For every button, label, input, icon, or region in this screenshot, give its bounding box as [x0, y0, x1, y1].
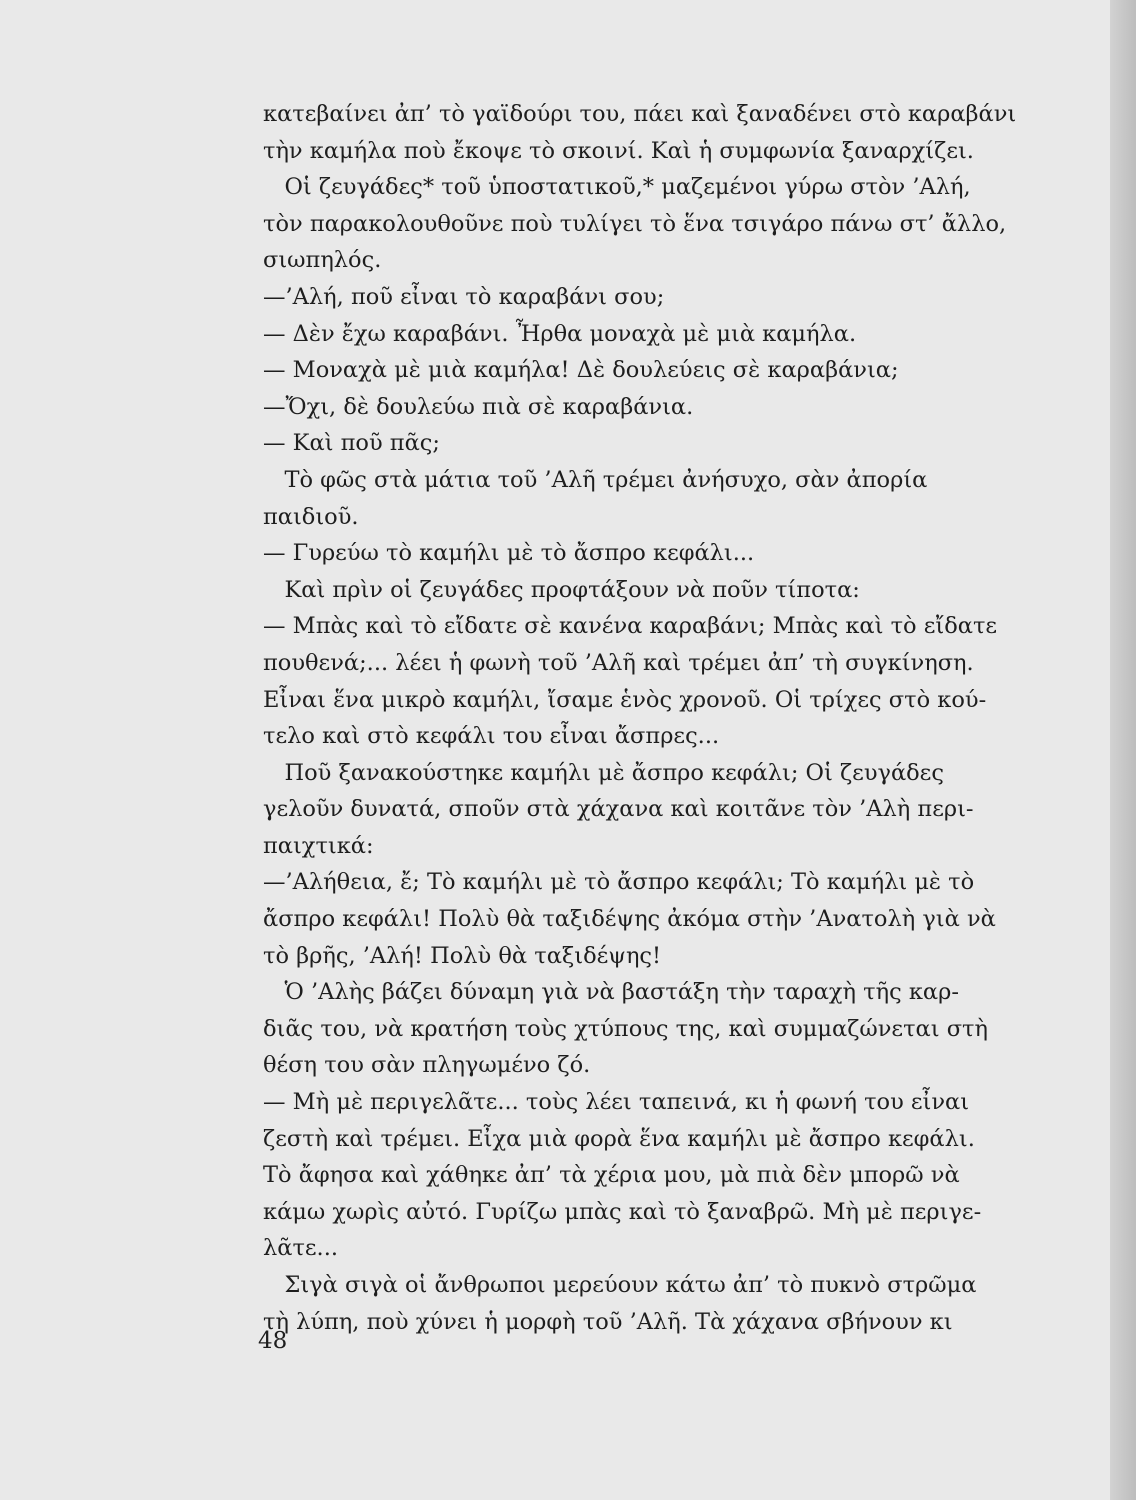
text-line: —’Αλήθεια, ἔ; Τὸ καμήλι μὲ τὸ ἄσπρο κεφάλι; Τὸ καμήλι μὲ τὸ	[263, 869, 975, 896]
text-line: σιωπηλός.	[263, 247, 382, 274]
book-spine-shadow	[1110, 0, 1136, 1500]
text-block	[263, 96, 1033, 1340]
text-line: γελοῦν δυνατά, σποῦν στὰ χάχανα καὶ κοιτᾶνε τὸν ’Αλὴ περι-	[263, 796, 974, 823]
page-number: 48	[258, 1328, 288, 1354]
text-line: κάμω χωρὶς αὐτό. Γυρίζω μπὰς καὶ τὸ ξαναβρῶ. Μὴ μὲ περιγε-	[263, 1198, 982, 1225]
text-line: Εἶναι ἕνα μικρὸ καμήλι, ἴσαμε ἑνὸς χρονοῦ. Οἱ τρίχες στὸ κού-	[263, 686, 987, 713]
text-line: Ὁ ’Αλὴς βάζει δύναμη γιὰ νὰ βαστάξη τὴν ταραχὴ τῆς καρ-	[263, 979, 959, 1006]
text-line: — Δὲν ἔχω καραβάνι. Ἦρθα μοναχὰ μὲ μιὰ καμήλα.	[263, 320, 857, 347]
text-line: παιχτικά:	[263, 832, 374, 859]
text-line: τὸν παρακολουθοῦνε ποὺ τυλίγει τὸ ἕνα τσιγάρο πάνω στ’ ἄλλο,	[263, 210, 1007, 237]
text-line: ἄσπρο κεφάλι! Πολὺ θὰ ταξιδέψης ἀκόμα στὴν ’Ανατολὴ γιὰ νὰ	[263, 906, 996, 933]
text-line: — Μοναχὰ μὲ μιὰ καμήλα! Δὲ δουλεύεις σὲ καραβάνια;	[263, 357, 899, 384]
text-line: ζεστὴ καὶ τρέμει. Εἶχα μιὰ φορὰ ἕνα καμήλι μὲ ἄσπρο κεφάλι.	[263, 1125, 975, 1152]
text-line: τὸ βρῆς, ’Αλή! Πολὺ θὰ ταξιδέψης!	[263, 942, 662, 969]
text-line: τὴ λύπη, ποὺ χύνει ἡ μορφὴ τοῦ ’Αλῆ. Τὰ χάχανα σβήνουν κι	[263, 1308, 953, 1335]
text-line: τελο καὶ στὸ κεφάλι του εἶναι ἄσπρες...	[263, 723, 720, 750]
text-line: Σιγὰ σιγὰ οἱ ἄνθρωποι μερεύουν κάτω ἀπ’ τὸ πυκνὸ στρῶμα	[263, 1272, 977, 1298]
text-line: Οἱ ζευγάδες* τοῦ ὑποστατικοῦ,* μαζεμένοι γύρω στὸν ’Αλή,	[263, 174, 971, 201]
text-line: θέση του σὰν πληγωμένο ζό.	[263, 1052, 591, 1079]
text-line: τὴν καμήλα ποὺ ἔκοψε τὸ σκοινί. Καὶ ἡ συμφωνία ξαναρχίζει.	[263, 137, 974, 164]
text-line: Ποῦ ξανακούστηκε καμήλι μὲ ἄσπρο κεφάλι; Οἱ ζευγάδες	[263, 759, 944, 786]
text-line: πουθενά;... λέει ἡ φωνὴ τοῦ ’Αλῆ καὶ τρέμει ἀπ’ τὴ συγκίνηση.	[263, 649, 974, 676]
text-line: διᾶς του, νὰ κρατήση τοὺς χτύπους της, καὶ συμμαζώνεται στὴ	[263, 1015, 988, 1042]
text-line: Καὶ πρὶν οἱ ζευγάδες προφτάξουν νὰ ποῦν τίποτα:	[263, 576, 860, 603]
text-line: κατεβαίνει ἀπ’ τὸ γαϊδούρι του, πάει καὶ ξαναδένει στὸ καραβάνι	[263, 101, 1017, 127]
text-line: Τὸ ἄφησα καὶ χάθηκε ἀπ’ τὰ χέρια μου, μὰ πιὰ δὲν μπορῶ νὰ	[263, 1162, 960, 1189]
text-line: —Ὄχι, δὲ δουλεύω πιὰ σὲ καραβάνια.	[263, 393, 694, 420]
text-line: — Γυρεύω τὸ καμήλι μὲ τὸ ἄσπρο κεφάλι...	[263, 540, 755, 567]
text-line: — Μὴ μὲ περιγελᾶτε... τοὺς λέει ταπεινά, κι ἡ φωνή του εἶναι	[263, 1089, 970, 1116]
text-line: λᾶτε...	[263, 1235, 339, 1262]
text-line: — Μπὰς καὶ τὸ εἴδατε σὲ κανένα καραβάνι; Μπὰς καὶ τὸ εἴδατε	[263, 613, 998, 640]
text-line: — Καὶ ποῦ πᾶς;	[263, 430, 440, 457]
text-line: —’Αλή, ποῦ εἶναι τὸ καραβάνι σου;	[263, 283, 665, 310]
text-line: παιδιοῦ.	[263, 503, 359, 530]
text-line: Τὸ φῶς στὰ μάτια τοῦ ’Αλῆ τρέμει ἀνήσυχο, σὰν ἀπορία	[263, 466, 928, 493]
